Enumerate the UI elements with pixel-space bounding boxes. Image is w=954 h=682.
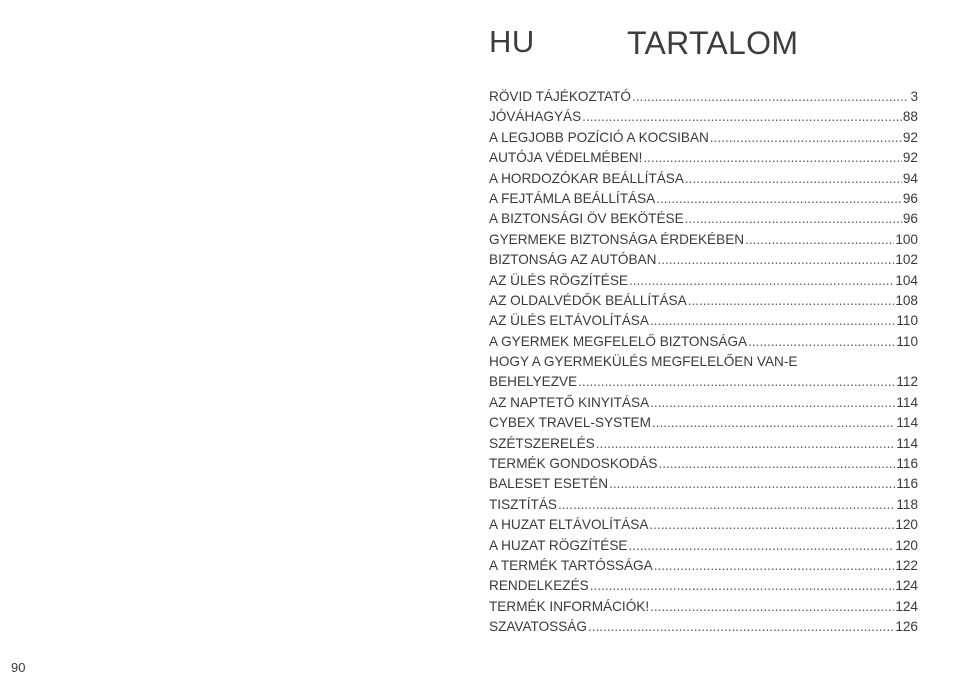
toc-entry — [489, 332, 918, 352]
toc-entry-label: A HUZAT ELTÁVOLÍTÁSA — [489, 517, 649, 533]
toc-entry-page: 108 — [895, 292, 918, 308]
toc-entry-label: BIZTONSÁG AZ AUTÓBAN — [489, 252, 657, 268]
toc-leader-dots — [582, 107, 902, 127]
toc-entry — [489, 209, 918, 229]
toc-leader-dots — [649, 515, 894, 535]
toc-leader-dots — [629, 271, 894, 291]
toc-leader-dots — [588, 617, 894, 637]
toc-leader-dots — [650, 597, 894, 617]
toc-entry — [489, 393, 918, 413]
toc-entry-label: AZ OLDALVÉDŐK BEÁLLÍTÁSA — [489, 292, 687, 308]
toc-entry — [489, 474, 918, 494]
toc-entry-label: BEHELYEZVE — [489, 374, 578, 390]
toc-entry-page: 94 — [902, 170, 918, 186]
toc-entry-page: 102 — [895, 252, 918, 268]
toc-entry — [489, 169, 918, 189]
toc-entry — [489, 148, 918, 168]
toc-leader-dots — [628, 536, 894, 556]
toc-entry-label: A HORDOZÓKAR BEÁLLÍTÁSA — [489, 170, 684, 186]
toc-leader-dots — [650, 311, 895, 331]
toc-entry-page: 96 — [902, 190, 918, 206]
toc-entry — [489, 495, 918, 515]
toc-entry-page: 104 — [895, 272, 918, 288]
toc-entry — [489, 576, 918, 596]
toc-entry-page: 114 — [896, 415, 918, 431]
toc-leader-dots — [632, 87, 909, 107]
toc-entry-label: TERMÉK GONDOSKODÁS — [489, 456, 658, 472]
toc-entry-label: HOGY A GYERMEKÜLÉS MEGFELELŐEN VAN-E — [489, 354, 798, 370]
toc-entry-page: 126 — [895, 619, 918, 635]
toc-entry-page: 110 — [896, 313, 918, 329]
toc-entry-label: RÖVID TÁJÉKOZTATÓ — [489, 88, 631, 104]
toc-entry — [489, 536, 918, 556]
toc-entry-label: TISZTÍTÁS — [489, 496, 557, 512]
toc-entry — [489, 87, 918, 107]
toc-leader-dots — [685, 169, 902, 189]
toc-leader-dots — [596, 434, 896, 454]
toc-entry-page: 124 — [895, 578, 918, 594]
toc-entry-page: 110 — [896, 333, 918, 349]
toc-entry-label: AUTÓJA VÉDELMÉBEN! — [489, 150, 643, 166]
toc-leader-dots — [657, 250, 894, 270]
toc-entry-page: 92 — [902, 129, 918, 145]
toc-entry-label: JÓVÁHAGYÁS — [489, 109, 582, 125]
toc-entry — [489, 230, 918, 250]
toc-entry — [489, 271, 918, 291]
toc-entry-label: BALESET ESETÉN — [489, 476, 609, 492]
toc-entry-page: 116 — [896, 456, 918, 472]
toc-leader-dots — [652, 413, 895, 433]
table-of-contents — [489, 87, 918, 638]
toc-leader-dots — [748, 332, 895, 352]
toc-leader-dots — [654, 556, 895, 576]
toc-entry — [489, 311, 918, 331]
page-number: 90 — [11, 660, 26, 675]
toc-leader-dots — [578, 372, 895, 392]
toc-entry-label: AZ ÜLÉS ELTÁVOLÍTÁSA — [489, 313, 649, 329]
toc-entry-page: 114 — [896, 435, 918, 451]
toc-entry-label: AZ ÜLÉS RÖGZÍTÉSE — [489, 272, 628, 288]
toc-entry — [489, 291, 918, 311]
toc-entry-page: 88 — [902, 109, 918, 125]
toc-entry-label: A TERMÉK TARTÓSSÁGA — [489, 557, 653, 573]
toc-entry-page: 112 — [896, 374, 918, 390]
toc-entry — [489, 250, 918, 270]
toc-entry-page: 116 — [896, 476, 918, 492]
toc-entry — [489, 189, 918, 209]
toc-entry-page: 114 — [896, 394, 918, 410]
toc-entry-label: GYERMEKE BIZTONSÁGA ÉRDEKÉBEN — [489, 231, 745, 247]
toc-entry-page: 92 — [902, 150, 918, 166]
toc-leader-dots — [609, 474, 895, 494]
toc-entry — [489, 454, 918, 474]
toc-leader-dots — [643, 148, 902, 168]
language-code: HU — [489, 24, 535, 59]
toc-leader-dots — [656, 189, 902, 209]
toc-entry-label: A BIZTONSÁGI ÖV BEKÖTÉSE — [489, 211, 684, 227]
toc-entry-label: A GYERMEK MEGFELELŐ BIZTONSÁGA — [489, 333, 748, 349]
toc-entry-continued — [489, 352, 918, 372]
toc-entry-page: 120 — [895, 537, 918, 553]
toc-entry — [489, 434, 918, 454]
toc-entry-page: 120 — [895, 517, 918, 533]
toc-leader-dots — [658, 454, 895, 474]
toc-leader-dots — [688, 291, 895, 311]
toc-leader-dots — [590, 576, 895, 596]
toc-entry — [489, 617, 918, 637]
toc-entry — [489, 556, 918, 576]
toc-title: TARTALOM — [627, 25, 799, 61]
toc-entry-label: RENDELKEZÉS — [489, 578, 589, 594]
toc-entry-page: 96 — [902, 211, 918, 227]
toc-entry — [489, 128, 918, 148]
toc-entry — [489, 372, 918, 392]
toc-entry-page: 122 — [895, 557, 918, 573]
toc-leader-dots — [558, 495, 895, 515]
toc-entry — [489, 597, 918, 617]
toc-entry-label: A FEJTÁMLA BEÁLLÍTÁSA — [489, 190, 656, 206]
toc-entry — [489, 413, 918, 433]
toc-entry — [489, 515, 918, 535]
toc-leader-dots — [710, 128, 902, 148]
toc-entry-page: 124 — [895, 598, 918, 614]
toc-entry-label: A LEGJOBB POZÍCIÓ A KOCSIBAN — [489, 129, 709, 145]
toc-entry-label: SZÉTSZERELÉS — [489, 435, 595, 451]
toc-entry-label: A HUZAT RÖGZÍTÉSE — [489, 537, 628, 553]
toc-entry — [489, 107, 918, 127]
toc-entry-page: 3 — [910, 88, 918, 104]
toc-entry-page: 118 — [896, 496, 918, 512]
toc-entry-label: CYBEX TRAVEL-SYSTEM — [489, 415, 651, 431]
toc-leader-dots — [650, 393, 895, 413]
toc-entry-label: SZAVATOSSÁG — [489, 619, 587, 635]
toc-leader-dots — [685, 209, 902, 229]
toc-entry-label: TERMÉK INFORMÁCIÓK! — [489, 598, 650, 614]
toc-entry-label: AZ NAPTETŐ KINYITÁSA — [489, 394, 650, 410]
toc-entry-page: 100 — [895, 231, 918, 247]
toc-leader-dots — [745, 230, 894, 250]
